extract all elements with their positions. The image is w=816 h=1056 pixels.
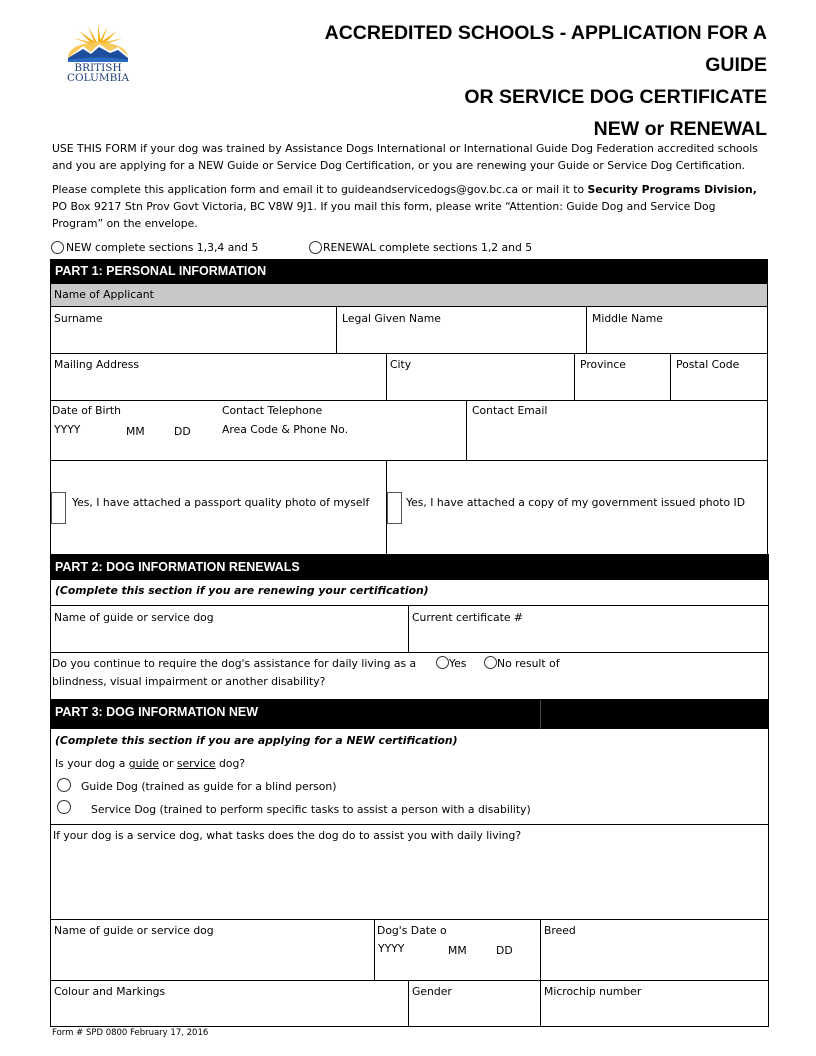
assistance-question-line-2: blindness, visual impairment or another disability? xyxy=(52,675,326,688)
grid-line xyxy=(50,400,768,401)
photo-attached-label: Yes, I have attached a passport quality photo of myself xyxy=(72,496,370,509)
renewal-dog-name-label: Name of guide or service dog xyxy=(54,611,214,624)
part2-note: (Complete this section if you are renewing your certification) xyxy=(55,584,429,597)
intro-paragraph-2 xyxy=(52,181,766,232)
grid-line xyxy=(768,729,769,1027)
title-line-3: OR SERVICE DOG CERTIFICATE xyxy=(464,86,767,108)
grid-line xyxy=(50,824,769,825)
part1-header: PART 1: PERSONAL INFORMATION xyxy=(50,259,768,284)
service-dog-radio[interactable] xyxy=(57,800,71,814)
guide-dog-radio[interactable] xyxy=(57,778,71,792)
mailing-address-label: Mailing Address xyxy=(54,358,140,371)
dog-dob-yyyy: YYYY xyxy=(378,942,405,955)
renewal-option-label: RENEWAL complete sections 1,2 and 5 xyxy=(323,241,533,254)
dog-type-q-or: or xyxy=(158,757,177,770)
grid-line xyxy=(50,306,768,307)
dog-dob-mm: MM xyxy=(448,944,467,957)
email-field[interactable] xyxy=(467,420,766,459)
id-attached-label: Yes, I have attached a copy of my government issued photo ID xyxy=(406,496,746,509)
part2-header: PART 2: DOG INFORMATION RENEWALS xyxy=(50,554,769,580)
bc-logo xyxy=(58,22,138,84)
microchip-field[interactable] xyxy=(541,1000,767,1025)
id-attached-checkbox[interactable] xyxy=(387,492,402,524)
intro-p2-text-b: PO Box 9217 Stn Prov Govt Victoria, BC V8W 9J1. If you mail this form, please write “Attention: Guide Dog and Service Dog Program” on the envelope. xyxy=(52,200,716,230)
new-option-radio[interactable] xyxy=(51,241,64,254)
name-of-applicant-label: Name of Applicant xyxy=(54,288,154,301)
intro-p2-text-a: Please complete this application form and email it to guideandservicedogs@gov.bc.ca or mail it to xyxy=(52,183,588,196)
current-cert-label: Current certificate # xyxy=(412,611,523,624)
dog-type-q-b: dog? xyxy=(215,757,246,770)
province-field[interactable] xyxy=(575,372,669,399)
breed-label: Breed xyxy=(544,924,576,937)
intro-paragraph-1: USE THIS FORM if your dog was trained by Assistance Dogs International or International Guide Dog Federation accredited schools and you are applying for a NEW Guide or Service Dog Certification, or you are renewing your Guide or Service Dog Certification. xyxy=(52,142,758,172)
new-dog-name-field[interactable] xyxy=(51,940,373,979)
gender-label: Gender xyxy=(412,985,452,998)
surname-label: Surname xyxy=(54,312,103,325)
new-option-label: NEW complete sections 1,3,4 and 5 xyxy=(66,241,259,254)
bc-sun-mountain-icon xyxy=(58,22,138,62)
intro-p2-bold: Security Programs Division, xyxy=(587,183,757,196)
city-field[interactable] xyxy=(387,372,573,399)
part3-header-divider xyxy=(540,700,541,729)
guide-dog-label: Guide Dog (trained as guide for a blind person) xyxy=(81,780,337,793)
assistance-no-radio[interactable] xyxy=(484,656,497,669)
dog-type-q-guide: guide xyxy=(128,757,159,770)
city-label: City xyxy=(390,358,412,371)
photo-attached-checkbox[interactable] xyxy=(51,492,66,524)
telephone-field[interactable] xyxy=(220,440,465,459)
colour-markings-label: Colour and Markings xyxy=(54,985,166,998)
dog-dob-dd: DD xyxy=(496,944,513,957)
grid-line xyxy=(50,605,769,606)
grid-line xyxy=(50,919,769,920)
form-title xyxy=(287,17,767,145)
dob-yyyy-label: YYYY xyxy=(54,423,81,436)
contact-telephone-label: Contact Telephone xyxy=(222,404,323,417)
given-name-field[interactable] xyxy=(337,325,585,352)
dog-type-q-service: service xyxy=(176,757,216,770)
service-tasks-field[interactable] xyxy=(51,846,767,918)
grid-line xyxy=(767,259,768,554)
renewal-dog-name-field[interactable] xyxy=(51,626,407,651)
breed-field[interactable] xyxy=(541,940,767,979)
grid-line xyxy=(50,652,769,653)
dog-dob-field[interactable] xyxy=(375,960,539,979)
given-name-label: Legal Given Name xyxy=(342,312,441,325)
grid-line xyxy=(768,580,769,699)
grid-line xyxy=(50,353,768,354)
assistance-question-line-1: Do you continue to require the dog's assistance for daily living as a xyxy=(52,657,417,670)
gender-field[interactable] xyxy=(409,1000,539,1025)
part3-note: (Complete this section if you are applying for a NEW certification) xyxy=(55,734,458,747)
postal-code-label: Postal Code xyxy=(676,358,740,371)
grid-line xyxy=(50,1026,769,1027)
microchip-label: Microchip number xyxy=(544,985,642,998)
contact-email-label: Contact Email xyxy=(472,404,548,417)
assistance-yes-label: Yes xyxy=(449,657,467,670)
area-code-label: Area Code & Phone No. xyxy=(222,423,349,436)
dog-type-q-a: Is your dog a xyxy=(55,757,129,770)
province-label: Province xyxy=(580,358,626,371)
name-of-applicant-bar xyxy=(50,284,768,306)
assistance-no-label: No result of xyxy=(497,657,560,670)
dob-dd-label: DD xyxy=(174,425,191,438)
surname-field[interactable] xyxy=(51,325,335,352)
part3-header: PART 3: DOG INFORMATION NEW xyxy=(50,699,769,729)
title-line-1: ACCREDITED SCHOOLS - APPLICATION FOR A xyxy=(324,22,767,44)
title-line-2: GUIDE xyxy=(705,54,767,76)
logo-line-2: COLUMBIA xyxy=(66,72,130,84)
service-dog-label: Service Dog (trained to perform specific tasks to assist a person with a disability) xyxy=(91,803,531,816)
mailing-address-field[interactable] xyxy=(51,372,385,399)
dog-type-question xyxy=(55,757,245,770)
postal-code-field[interactable] xyxy=(671,372,766,399)
dob-label: Date of Birth xyxy=(52,404,121,417)
dog-dob-label: Dog's Date o xyxy=(377,924,447,937)
logo-line-1: BRITISH xyxy=(74,62,122,74)
form-number-footer: Form # SPD 0800 February 17, 2016 xyxy=(52,1028,209,1038)
dob-field[interactable] xyxy=(51,440,216,459)
renewal-option-radio[interactable] xyxy=(309,241,322,254)
middle-name-label: Middle Name xyxy=(592,312,663,325)
new-dog-name-label: Name of guide or service dog xyxy=(54,924,214,937)
grid-line xyxy=(50,460,768,461)
title-line-4: NEW or RENEWAL xyxy=(593,118,767,140)
dob-mm-label: MM xyxy=(126,425,145,438)
assistance-yes-radio[interactable] xyxy=(436,656,449,669)
middle-name-field[interactable] xyxy=(587,325,766,352)
current-cert-field[interactable] xyxy=(409,626,767,651)
service-tasks-question: If your dog is a service dog, what tasks does the dog do to assist you with daily living? xyxy=(53,829,522,842)
grid-line xyxy=(50,980,769,981)
colour-markings-field[interactable] xyxy=(51,1000,407,1025)
